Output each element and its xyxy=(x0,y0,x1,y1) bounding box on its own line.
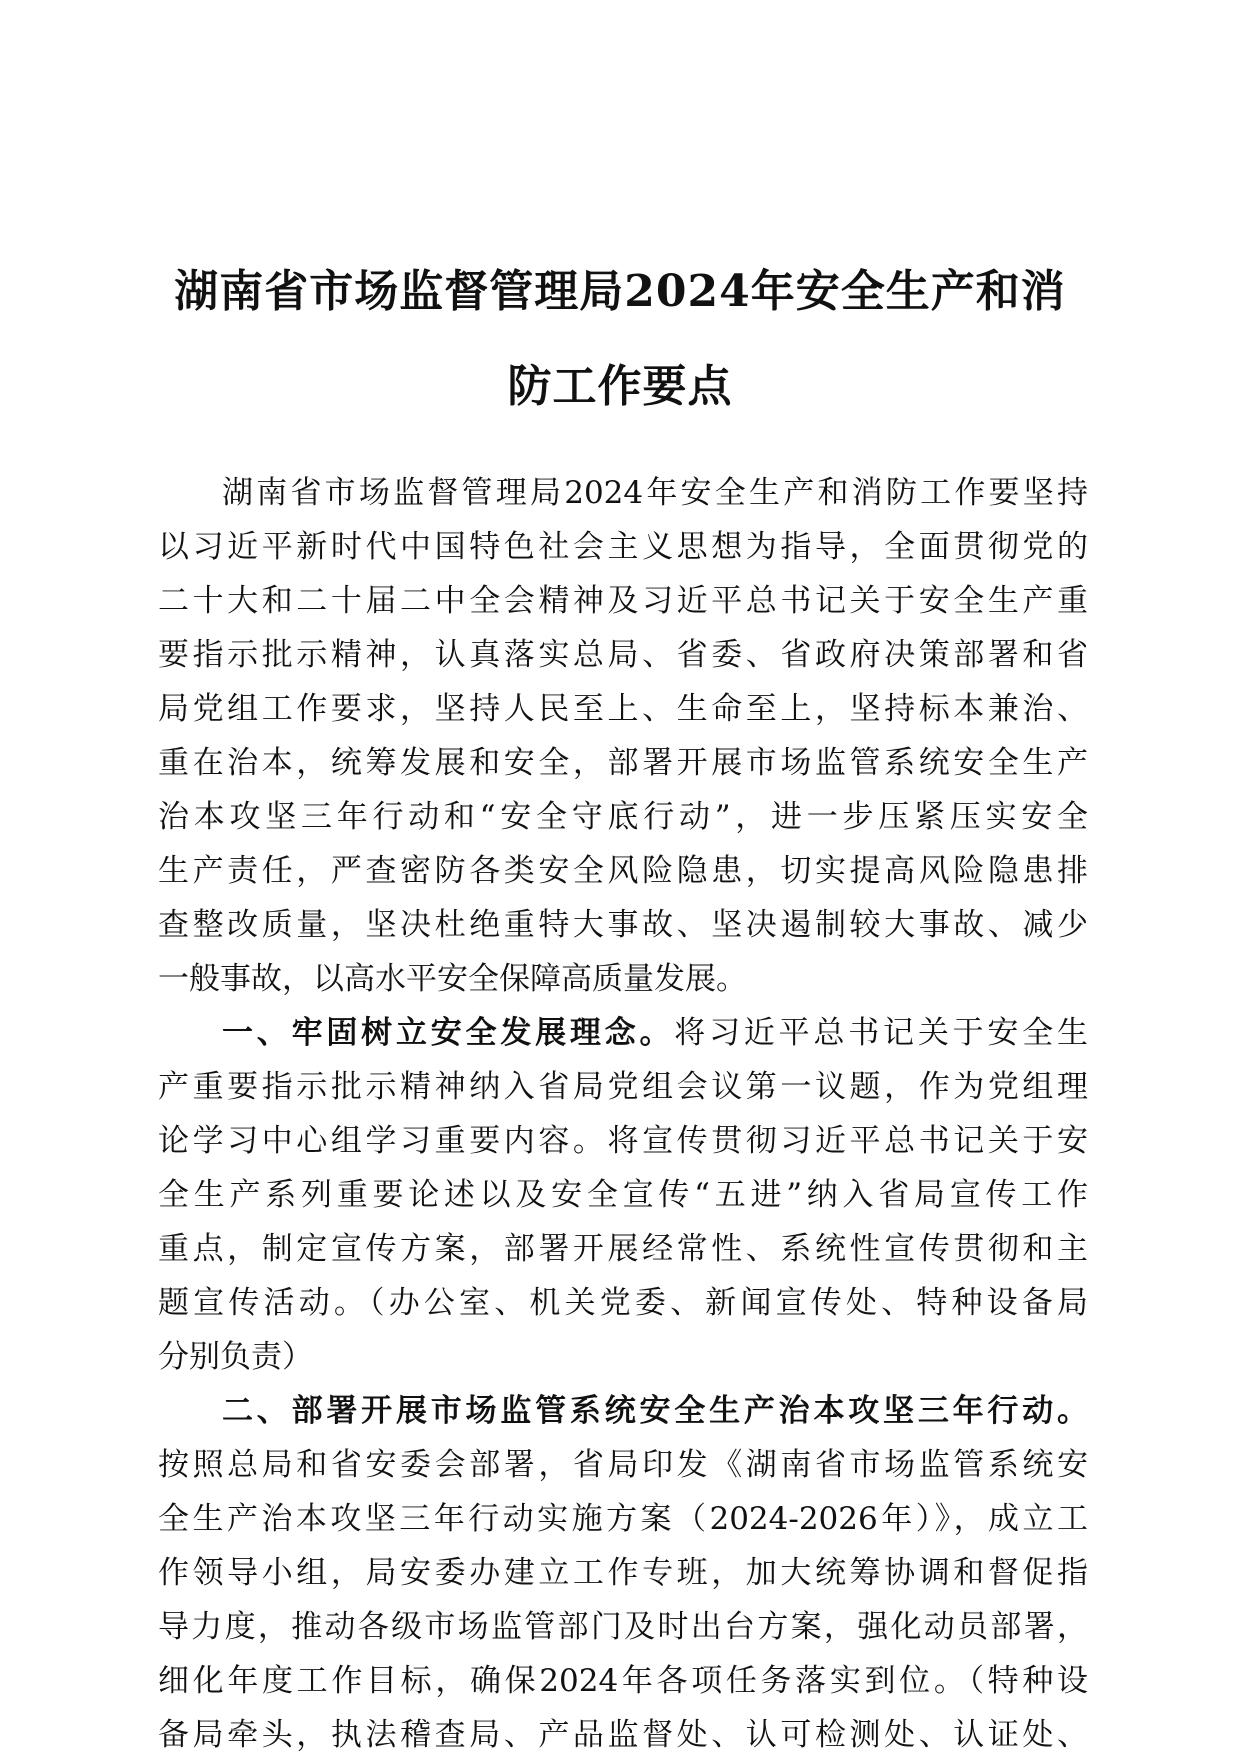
intro-line: 查整改质量，坚决杜绝重特大事故、坚决遏制较大事故、减少 xyxy=(158,907,1088,943)
intro-line: 二十大和二十届二中全会精神及习近平总书记关于安全生产重 xyxy=(158,583,1088,619)
section-2-line: 导力度，推动各级市场监管部门及时出台方案，强化动员部署， xyxy=(158,1609,1088,1645)
section-1-line: 分别负责） xyxy=(158,1339,313,1375)
section-2-line: 全生产治本攻坚三年行动实施方案（2024-2026年）》，成立工 xyxy=(158,1501,1088,1537)
section-2-line: 细化年度工作目标，确保2024年各项任务落实到位。（特种设 xyxy=(158,1663,1088,1699)
section-1-line: 重点，制定宣传方案，部署开展经常性、系统性宣传贯彻和主 xyxy=(158,1231,1088,1267)
section-2-first-line xyxy=(158,1384,1088,1438)
intro-line: 一般事故，以高水平安全保障高质量发展。 xyxy=(158,961,747,997)
section-1-line: 产重要指示批示精神纳入省局党组会议第一议题，作为党组理 xyxy=(158,1069,1088,1105)
section-1-line: 全生产系列重要论述以及安全宣传“五进”纳入省局宣传工作 xyxy=(158,1177,1088,1213)
intro-line: 治本攻坚三年行动和“安全守底行动”，进一步压紧压实安全 xyxy=(158,799,1088,835)
section-1-first-line xyxy=(158,1006,1088,1060)
section-2-line: 按照总局和省安委会部署，省局印发《湖南省市场监管系统安 xyxy=(158,1447,1088,1483)
intro-line: 生产责任，严查密防各类安全风险隐患，切实提高风险隐患排 xyxy=(158,853,1088,889)
section-1-heading: 一、牢固树立安全发展理念。 xyxy=(222,1015,675,1051)
intro-line: 要指示批示精神，认真落实总局、省委、省政府决策部署和省 xyxy=(158,637,1088,673)
section-2-line: 作领导小组，局安委办建立工作专班，加大统筹协调和督促指 xyxy=(158,1555,1088,1591)
section-1-line: 题宣传活动。（办公室、机关党委、新闻宣传处、特种设备局 xyxy=(158,1285,1088,1321)
document-title-line-1: 湖南省市场监督管理局2024年安全生产和消 xyxy=(174,266,1066,317)
intro-line: 以习近平新时代中国特色社会主义思想为指导，全面贯彻党的 xyxy=(158,529,1088,565)
section-2-heading: 二、部署开展市场监管系统安全生产治本攻坚三年行动。 xyxy=(222,1393,1088,1429)
intro-line: 局党组工作要求，坚持人民至上、生命至上，坚持标本兼治、 xyxy=(158,691,1088,727)
intro-line: 湖南省市场监督管理局2024年安全生产和消防工作要坚持 xyxy=(222,475,1088,511)
section-1-first-line-text: 将习近平总书记关于安全生 xyxy=(674,1015,1089,1051)
intro-line: 重在治本，统筹发展和安全，部署开展市场监管系统安全生产 xyxy=(158,745,1088,781)
section-1-line: 论学习中心组学习重要内容。将宣传贯彻习近平总书记关于安 xyxy=(158,1123,1088,1159)
document-body xyxy=(158,466,1088,1762)
document-title-line-2: 防工作要点 xyxy=(507,361,733,412)
section-2-line: 备局牵头，执法稽查局、产品监督处、认可检测处、认证处、 xyxy=(158,1717,1088,1753)
